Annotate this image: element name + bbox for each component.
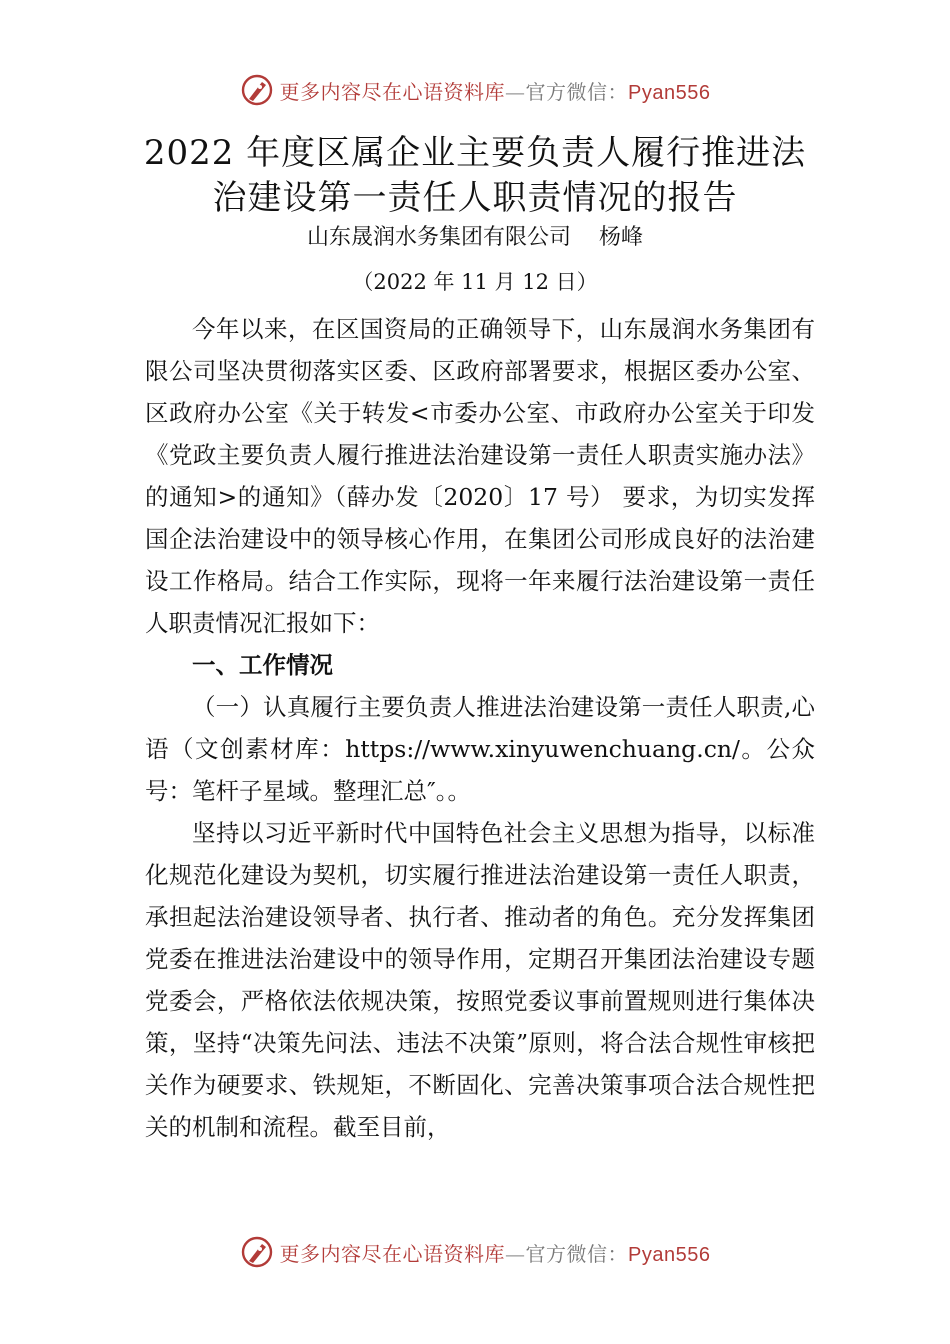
pen-nib-logo-icon bbox=[240, 73, 274, 107]
document-title-line-1: 2022 年度区属企业主要负责人履行推进法 bbox=[143, 133, 807, 173]
document-body bbox=[145, 308, 815, 1148]
watermark-brand: 更多内容尽在心语资料库 bbox=[279, 79, 506, 104]
watermark-text bbox=[280, 1238, 711, 1267]
section-heading-work-status: 一、工作情况 bbox=[192, 651, 333, 679]
document-title-line-2: 治建设第一责任人职责情况的报告 bbox=[212, 178, 738, 218]
subsection-heading-paragraph: （一）认真履行主要负责人推进法治建设第一责任人职责,心语（文创素材库：https://www.xinyuwenchuang.cn/。公众号：笔杆子星域。整理汇总″。。 bbox=[145, 693, 815, 805]
watermark-brand: 更多内容尽在心语资料库 bbox=[279, 1241, 506, 1266]
watermark-separator: — bbox=[505, 1241, 526, 1266]
intro-paragraph: 今年以来，在区国资局的正确领导下，山东晟润水务集团有限公司坚决贯彻落实区委、区政府部署要求，根据区委办公室、区政府办公室《关于转发<市委办公室、市政府办公室关于印发《党政主要负责人履行推进法治建设第一责任人职责实施办法》的通知>的通知》（薛办发〔2020〕17 号） 要求，为切实发挥国企法治建设中的领导核心作用，在集团公司形成良好的法治建设工作格局。结合工作实际，现将一年来履行法治建设第一责任人职责情况汇报如下： bbox=[145, 315, 815, 637]
watermark-wechat-id: Pyan556 bbox=[628, 81, 711, 104]
watermark-separator: — bbox=[505, 79, 526, 104]
watermark-wechat-id: Pyan556 bbox=[628, 1243, 711, 1266]
author-organization: 山东晟润水务集团有限公司 bbox=[306, 225, 571, 250]
body-paragraph-2: 坚持以习近平新时代中国特色社会主义思想为指导，以标准化规范化建设为契机，切实履行推进法治建设第一责任人职责，承担起法治建设领导者、执行者、推动者的角色。充分发挥集团党委在推进法治建设中的领导作用，定期召开集团法治建设专题党委会，严格依法依规决策，按照党委议事前置规则进行集体决策，坚持“决策先问法、违法不决策”原则，将合法合规性审核把关作为硬要求、铁规矩，不断固化、完善决策事项合法合规性把关的机制和流程。截至目前， bbox=[145, 819, 815, 1141]
watermark-wechat-label: 官方微信： bbox=[525, 1241, 629, 1266]
document-date: （2022 年 11 月 12 日） bbox=[352, 270, 598, 294]
watermark-header bbox=[0, 70, 950, 110]
document-author bbox=[0, 222, 950, 254]
pen-nib-logo-icon bbox=[240, 1235, 274, 1269]
author-name: 杨峰 bbox=[599, 225, 644, 250]
watermark-text bbox=[280, 76, 711, 105]
watermark-footer bbox=[0, 1232, 950, 1272]
watermark-wechat-label: 官方微信： bbox=[525, 79, 629, 104]
